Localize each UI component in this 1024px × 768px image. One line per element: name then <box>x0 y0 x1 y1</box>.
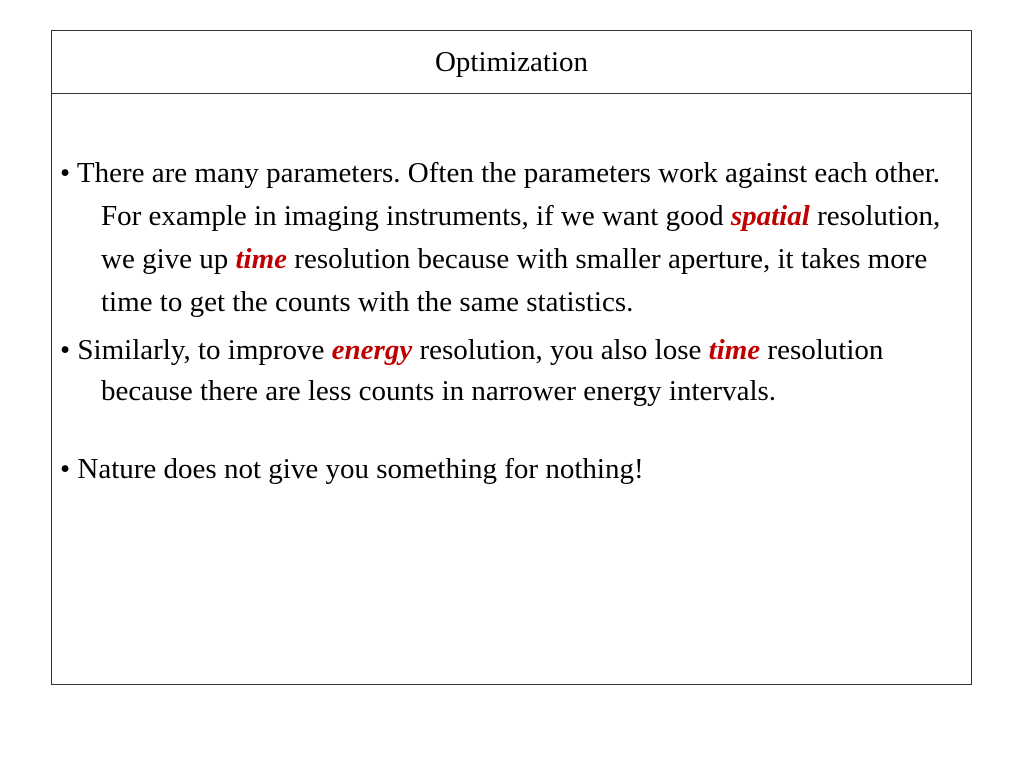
emphasis-energy: energy <box>331 334 413 366</box>
title-bar <box>52 31 971 94</box>
bullet-text: resolution because with smaller aperture, it takes more time to get the counts with the same statistics. <box>101 243 928 318</box>
bullet-text: There are many parameters. Often the parameters work against each other. For example in imaging instruments, if we want good <box>76 157 941 232</box>
slide-content <box>60 152 965 491</box>
bullet-energy <box>60 330 965 412</box>
bullet-text: Nature does not give you something for nothing! <box>77 453 644 485</box>
bullet-marker: • <box>60 453 71 485</box>
bullet-nature <box>60 448 965 491</box>
bullet-text: resolution because there are less counts in narrower energy intervals. <box>101 334 884 407</box>
slide-title: Optimization <box>434 46 589 78</box>
bullet-text: resolution, we give up <box>101 200 941 275</box>
emphasis-time: time <box>235 243 288 275</box>
bullet-marker: • <box>60 157 71 189</box>
bullet-marker: • <box>60 334 71 366</box>
bullet-text: Similarly, to improve <box>77 334 332 366</box>
emphasis-time: time <box>708 334 761 366</box>
emphasis-spatial: spatial <box>730 200 810 232</box>
bullet-text: resolution, you also lose <box>412 334 709 366</box>
slide-frame <box>51 30 972 685</box>
bullet-parameters <box>60 152 965 324</box>
